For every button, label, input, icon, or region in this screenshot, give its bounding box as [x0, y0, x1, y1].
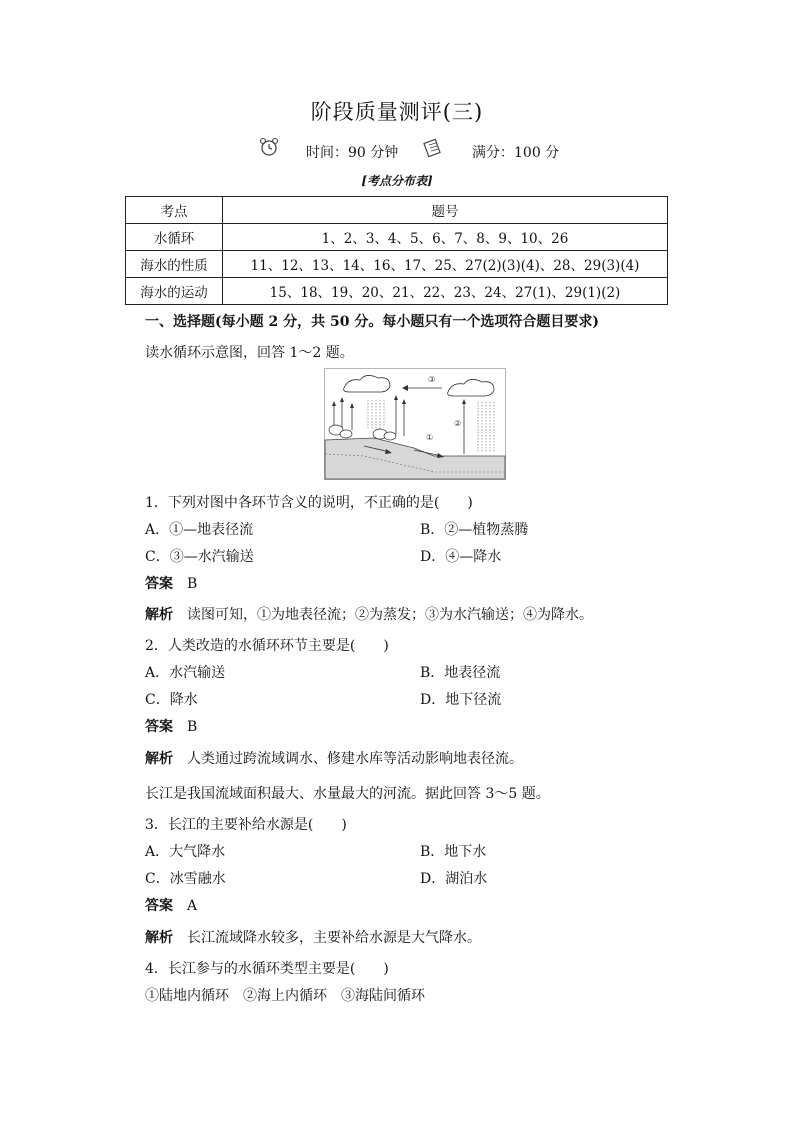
table-row [126, 278, 668, 305]
diagram-label: ③ [428, 375, 436, 384]
paper-pen-icon [422, 136, 444, 158]
table-row [126, 251, 668, 278]
question-3-option-d: D．湖泊水 [420, 871, 488, 887]
table-header-cell: 题号 [223, 197, 668, 224]
question-1-option-b: B．②—植物蒸腾 [420, 522, 529, 538]
question-1-option-a: A．①—地表径流 [145, 522, 254, 538]
page-title: 阶段质量测评(三) [310, 100, 484, 124]
answer-label: 答案 [145, 576, 173, 592]
alarm-clock-icon [258, 136, 280, 158]
table-row [126, 224, 668, 251]
question-2-option-c: C．降水 [145, 692, 198, 708]
question-4-stem: 4．长江参与的水循环类型主要是( ) [145, 961, 389, 977]
question-2-option-d: D．地下径流 [420, 692, 502, 708]
question-3-option-b: B．地下水 [420, 844, 487, 860]
exam-time: 时间：90 分钟 [306, 145, 399, 161]
table-cell: 1、2、3、4、5、6、7、8、9、10、26 [223, 224, 668, 251]
question-3-analysis [145, 927, 481, 947]
question-4-options: ①陆地内循环 ②海上内循环 ③海陆间循环 [145, 988, 425, 1004]
question-intro: 读水循环示意图，回答 1～2 题。 [145, 345, 354, 361]
analysis-label: 解析 [145, 751, 173, 767]
analysis-text: 读图可知，①为地表径流；②为蒸发；③为水汽输送；④为降水。 [187, 607, 593, 623]
analysis-text: 长江流域降水较多，主要补给水源是大气降水。 [187, 930, 481, 946]
table-cell: 15、18、19、20、21、22、23、24、27(1)、29(1)(2) [223, 278, 668, 305]
analysis-text: 人类通过跨流域调水、修建水库等活动影响地表径流。 [187, 751, 523, 767]
question-2-answer [145, 716, 197, 736]
water-cycle-diagram [324, 368, 506, 480]
table-cell: 海水的性质 [126, 251, 223, 278]
answer-value: B [187, 576, 198, 592]
full-score: 满分：100 分 [472, 145, 560, 161]
question-1-option-c: C．③—水汽输送 [145, 549, 254, 565]
question-2-option-a: A．水汽输送 [145, 665, 226, 681]
diagram-label: ② [454, 419, 462, 428]
section-heading: 一、选择题(每小题 2 分，共 50 分。每小题只有一个选项符合题目要求) [145, 314, 599, 330]
question-1-analysis [145, 604, 593, 624]
answer-value: A [187, 898, 198, 914]
question-2-stem: 2．人类改造的水循环环节主要是( ) [145, 638, 389, 654]
question-1-answer [145, 573, 197, 593]
answer-label: 答案 [145, 898, 173, 914]
answer-value: B [187, 719, 198, 735]
question-2-analysis [145, 748, 523, 768]
table-cell: 海水的运动 [126, 278, 223, 305]
question-3-option-c: C．冰雪融水 [145, 871, 226, 887]
distribution-subtitle: [考点分布表] [361, 174, 433, 188]
table-header-row [126, 197, 668, 224]
question-3-option-a: A．大气降水 [145, 844, 226, 860]
table-cell: 水循环 [126, 224, 223, 251]
question-1-option-d: D．④—降水 [420, 549, 502, 565]
analysis-label: 解析 [145, 607, 173, 623]
diagram-label: ① [426, 433, 434, 442]
table-cell: 11、12、13、14、16、17、25、27(2)(3)(4)、28、29(3)(4) [223, 251, 668, 278]
question-1-stem: 1．下列对图中各环节含义的说明，不正确的是( ) [145, 495, 473, 511]
question-intro: 长江是我国流域面积最大、水量最大的河流。据此回答 3～5 题。 [145, 786, 550, 802]
analysis-label: 解析 [145, 930, 173, 946]
table-header-cell: 考点 [126, 197, 223, 224]
question-3-stem: 3．长江的主要补给水源是( ) [145, 817, 347, 833]
question-3-answer [145, 895, 197, 915]
answer-label: 答案 [145, 719, 173, 735]
question-2-option-b: B．地表径流 [420, 665, 501, 681]
topic-distribution-table [125, 196, 668, 305]
